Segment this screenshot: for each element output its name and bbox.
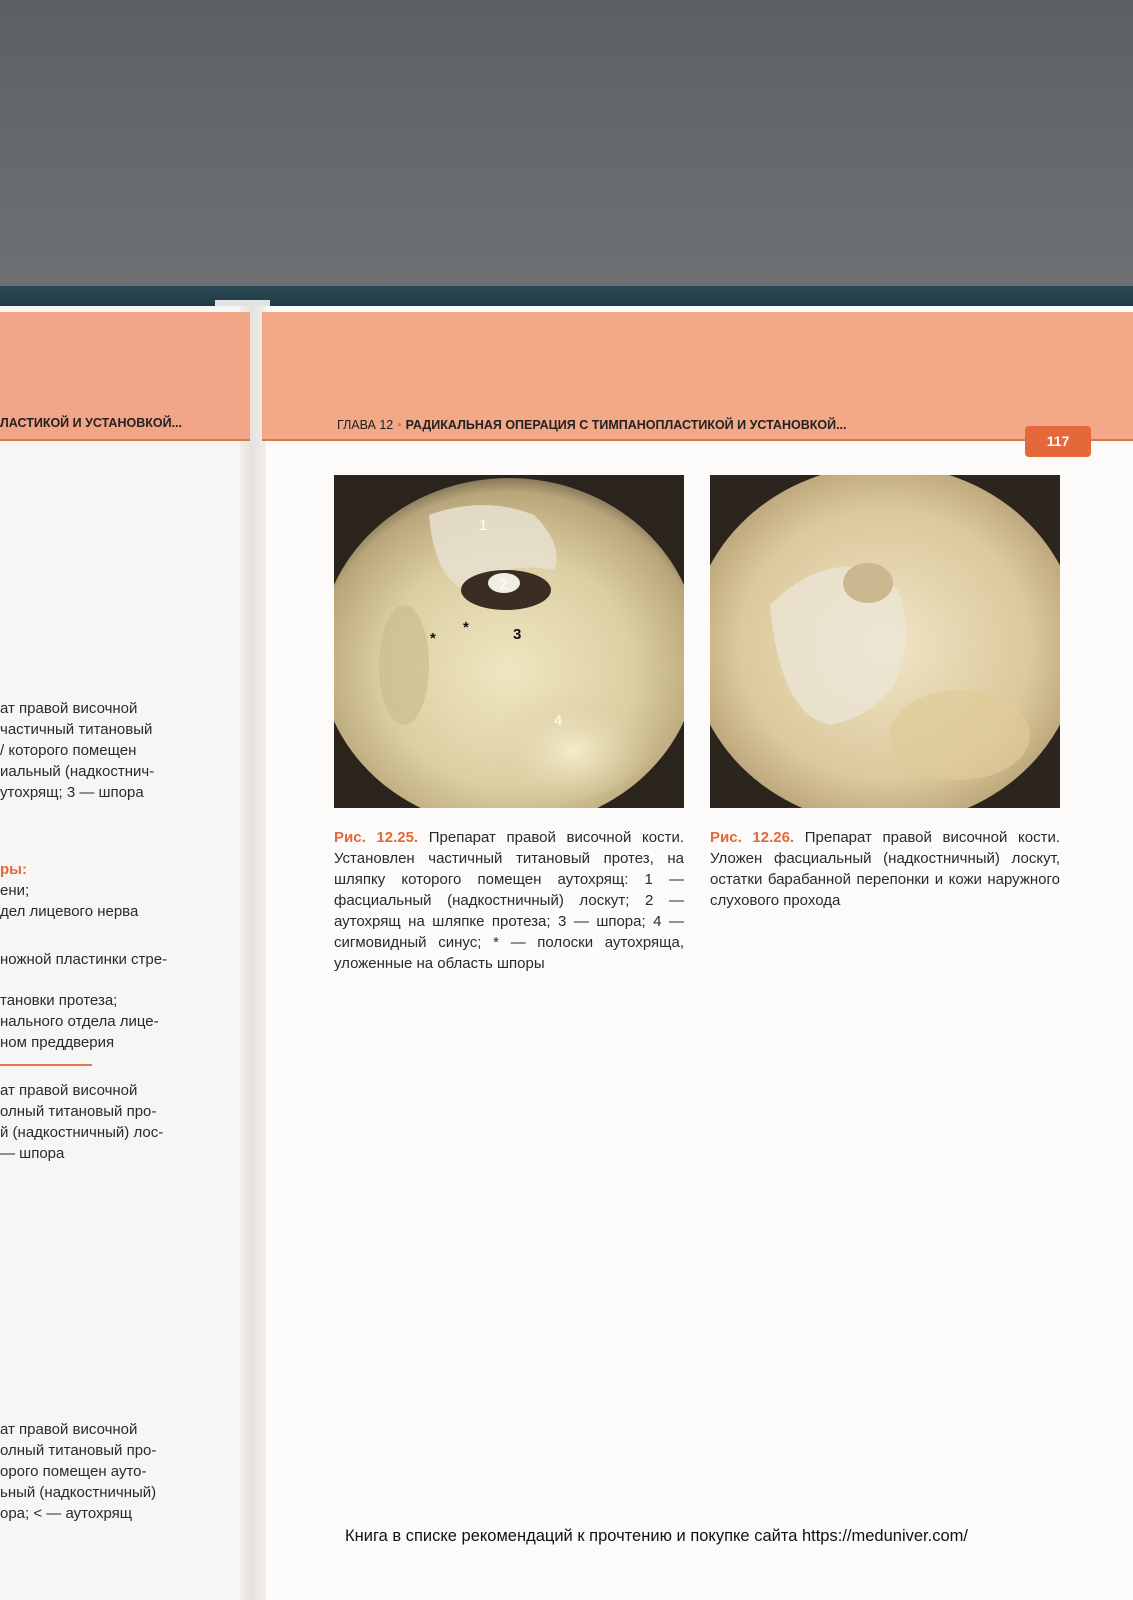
caption-text: Препарат правой височной кости. Установлен частичный титановый протез, на шляпку которого помещен аутохрящ: 1 — фасциальный (надкостничный) лоскут; 2 — аутохрящ на шляпке протеза; 3 — шпора; 4 — сигмовидный синус; * — полоски аутохряща, уложенные на область шпоры: [334, 829, 685, 972]
left-text-heading: ры:: [0, 861, 27, 878]
photo-label-1: 1: [479, 517, 488, 534]
caption-text: Препарат правой височной кости. Уложен фасциальный (надкостничный) лоскут, остатки барабанной перепонки и кожи наружного слухового прохода: [710, 829, 1061, 909]
photo-label-2: 2: [499, 576, 508, 593]
right-header-rule: [262, 439, 1133, 441]
left-text-line: частичный титановый: [0, 721, 153, 738]
left-text-line: ном преддверия: [0, 1034, 115, 1051]
left-text-line: нального отдела лице-: [0, 1013, 159, 1030]
left-text-line: й (надкостничный) лос-: [0, 1124, 164, 1141]
figure-caption-12-25: [334, 827, 684, 974]
left-text-line: дел лицевого нерва: [0, 903, 139, 920]
left-text-line: олный титановый про-: [0, 1442, 157, 1459]
scanner-background: [0, 0, 1133, 288]
chapter-label: ГЛАВА 12: [337, 418, 394, 432]
right-running-head: [337, 418, 847, 432]
left-text-line: ат правой височной: [0, 700, 138, 717]
caption-label: Рис. 12.25.: [334, 829, 419, 846]
left-text-line: ени;: [0, 882, 30, 899]
book-cover-edge: [0, 286, 1133, 306]
left-text-line: ьный (надкостничный): [0, 1484, 157, 1501]
figure-photo-12-26: [710, 475, 1060, 808]
bullet-separator: •: [397, 418, 402, 432]
page-number-badge: 117: [1025, 426, 1091, 457]
left-text-line: ножной пластинки стре-: [0, 951, 168, 968]
left-text-line: тановки протеза;: [0, 992, 118, 1009]
left-text-line: ат правой височной: [0, 1082, 138, 1099]
photo-label-asterisk-1: *: [430, 630, 436, 647]
left-text-line: утохрящ; 3 — шпора: [0, 784, 144, 801]
left-text-line: ат правой височной: [0, 1421, 138, 1438]
left-text-line: / которого помещен: [0, 742, 137, 759]
left-text-line: олный титановый про-: [0, 1103, 157, 1120]
footer-note: Книга в списке рекомендаций к прочтению и покупке сайта https://meduniver.com/: [345, 1527, 968, 1545]
caption-label: Рис. 12.26.: [710, 829, 795, 846]
left-header-rule: [0, 439, 250, 441]
photo-label-asterisk-2: *: [463, 619, 469, 636]
right-running-title: РАДИКАЛЬНАЯ ОПЕРАЦИЯ С ТИМПАНОПЛАСТИКОЙ И УСТАНОВКОЙ...: [405, 418, 847, 432]
photo-label-3: 3: [513, 626, 522, 643]
left-running-title: ЛАСТИКОЙ И УСТАНОВКОЙ...: [0, 416, 182, 430]
figure-photo-12-25: [334, 475, 684, 808]
photo-label-4: 4: [554, 712, 563, 729]
left-text-line: ора; < — аутохрящ: [0, 1505, 133, 1522]
figure-caption-12-26: [710, 827, 1060, 911]
book-gutter: [240, 306, 266, 1600]
left-text-line: орого помещен ауто-: [0, 1463, 147, 1480]
left-section-rule: [0, 1064, 92, 1066]
left-text-line: — шпора: [0, 1145, 65, 1162]
left-text-line: иальный (надкостнич-: [0, 763, 155, 780]
